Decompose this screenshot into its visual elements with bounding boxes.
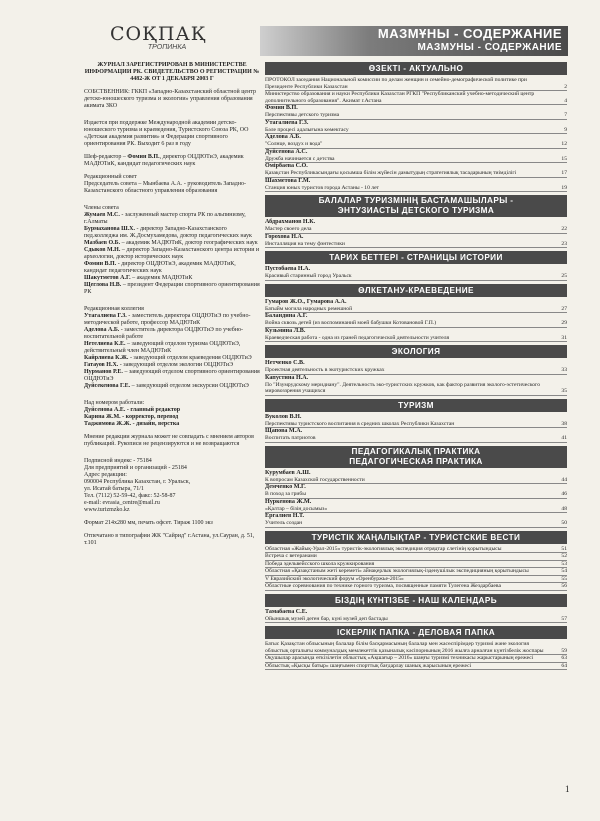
toc-entry xyxy=(265,367,567,375)
section-entries xyxy=(265,299,567,343)
toc-entry xyxy=(265,241,567,249)
person-role: - директор ОЦДЮТиЭ, академик МАДЮТиК, кандидат педагогических наук xyxy=(84,261,236,274)
person-role: – директор Западно-Казахстанского центра истории и археологии, доктор исторических наук xyxy=(84,247,260,260)
logo-subtitle: ТРОПИНКА xyxy=(147,44,187,51)
person-name: Аделова А.Б. xyxy=(84,327,120,333)
entry-page: 4 xyxy=(564,97,567,104)
person-role: – президент Федерации спортивного ориентирования РК xyxy=(84,282,260,295)
entry-page: 17 xyxy=(561,170,567,176)
person-role: - заведующий отделом экологии ОЦДЮТиЭ xyxy=(118,362,234,368)
toc-entry xyxy=(265,185,567,193)
person-name: Нурманов Р.Е. xyxy=(84,369,123,375)
entry-page: 9 xyxy=(564,126,567,133)
section-entries xyxy=(265,609,567,624)
toc-entry xyxy=(265,226,567,234)
toc-section xyxy=(265,594,567,624)
entry-title: Встреча с ветеранами xyxy=(265,553,317,559)
entry-page: 2 xyxy=(564,83,567,90)
contents-header xyxy=(260,26,568,56)
toc-section xyxy=(265,62,567,192)
collegium-member xyxy=(84,313,260,327)
person-role: – заведующий отделом экскурсии ОЦДЮТиЭ xyxy=(130,383,249,389)
entry-title: К вопросам Казахской государственности xyxy=(265,476,365,483)
toc-entry xyxy=(265,583,567,591)
section-entries xyxy=(265,219,567,248)
entry-page: 51 xyxy=(561,545,567,552)
entry-author: Горохова Н.А. xyxy=(265,233,304,240)
collegium-member xyxy=(84,327,260,341)
toc-section xyxy=(265,531,567,591)
registration-note: ЖУРНАЛ ЗАРЕГИСТРИРОВАН В МИНИСТЕРСТВЕ ИНФОРМАЦИИ РК. СВИДЕТЕЛЬСТВО О РЕГИСТРАЦИИ № 4482-Ж ОТ 1 ДЕКАБРЯ 2003 Г xyxy=(84,62,260,82)
entry-title: Мастер своего дела xyxy=(265,226,312,232)
entry-page: 12 xyxy=(561,141,567,147)
entry-author: Пустобаева Н.А. xyxy=(265,266,311,272)
section-title: ЭКОЛОГИЯ xyxy=(391,347,441,356)
person-name: Гатауов Н.Х. xyxy=(84,362,119,368)
entry-title: Министерство образования и науки Республики Казахстан РГКП "Республиканский учебно-методический центр дополнительного образования". Акимат г.Астана xyxy=(265,91,535,104)
entry-title: Ойыншық музей деген бар, күні музей деп бастады xyxy=(265,615,388,622)
section-title: БАЛАЛАР ТУРИЗМІНІҢ БАСТАМАШЫЛАРЫ - xyxy=(318,196,514,205)
collegium-member xyxy=(84,369,260,383)
entry-title: Батыс Қазақстан облысының балалар білім басқармасының балалар мен жасөспірімдер туризмі және экология облыстық орталығы коммуналдық мемлекеттік қазыналық кәсіпорнының 2016 жылға арналған күнтізбелік жоспары xyxy=(265,641,544,654)
person-role: - директор Западно-Казахстанского пед.колледжа им. Ж.Досмухамедова, доктор педагогических наук xyxy=(84,226,252,239)
section-header xyxy=(265,284,567,297)
council-member xyxy=(84,212,260,226)
entry-author: Омірбаева С.О. xyxy=(265,163,308,169)
person-role: – заведующий отделом туризма ОЦДЮТиЭ, действительный член МАДЮТиК xyxy=(84,341,241,354)
entry-page: 23 xyxy=(561,240,567,247)
entry-page: 33 xyxy=(561,367,567,373)
section-entries xyxy=(265,360,567,396)
entry-title: Перспективы туристского воспитания в средних школах Республики Казахстан xyxy=(265,420,455,427)
entry-page: 50 xyxy=(561,520,567,526)
toc-entry xyxy=(265,641,567,655)
toc-section xyxy=(265,251,567,281)
entry-title: Облыстық «Қысқы батыр» шаңғымен спорттық бағдарлау шанық жарысының ережесі xyxy=(265,662,472,669)
toc-section xyxy=(265,195,567,248)
entry-title: Дружба начинается с детства xyxy=(265,155,335,162)
toc-entry xyxy=(265,127,567,135)
header-title-kz: МАЗМҰНЫ - СОДЕРЖАНИЕ xyxy=(377,26,562,41)
section-header xyxy=(265,531,567,544)
section-title: ПЕДАГОГИКАЛЫҚ ПРАКТИКА xyxy=(351,446,481,456)
council-member xyxy=(84,261,260,275)
issue-team-title: Над номером работали: xyxy=(84,400,145,406)
entry-title: Победа эдельвейсского школа кружкирования xyxy=(265,560,375,567)
entry-title: «Қалтар – бізің досымыз» xyxy=(265,505,328,512)
entry-author: Баландина А.Г. xyxy=(265,313,308,319)
toc-entry xyxy=(265,520,567,528)
entry-title: Областная «Қазақстаным жеті кереметі» айнақерлык экологиялық-ізденушілык экспедицияның қорытындысы xyxy=(265,568,529,574)
toc-entry xyxy=(265,477,567,485)
logo-title: СОҚПАҚ xyxy=(110,23,207,45)
address-list xyxy=(84,479,260,514)
toc-entry xyxy=(265,561,567,569)
entry-author: Шахметова Г.М. xyxy=(265,177,311,184)
entry-title: Областные соревнования по технике горного туризма, посвященные памяти Тулегена Жездарбаева xyxy=(265,583,501,589)
entry-title: Оқушылар арасында өткізілетін облыстық «Ақшағыр – 2016» шаңғы туризмі техникасы жарыстарының ережесі xyxy=(265,655,534,661)
disclaimer: Мнение редакции журнала может не совпадать с мнением авторов публикаций. Рукописи не рецензируются и не возвращаются xyxy=(84,434,254,447)
entry-title: V Евразийский экологический форум «Оренбуржье-2015» xyxy=(265,575,404,582)
publisher-note: Издается при поддержке Международной академии детско-юношеского туризма и краеведения, Туристского Союза РК, ОО «Детская академия развития» и Федерации спортивного ориентирования РК. Выходит 6 раз в году xyxy=(84,120,249,147)
chief-editor: Шеф-редактор – Фомин В.П., директор ОЦДЮТиЭ, академик МАДЮТиК, кандидат педагогических наук xyxy=(84,154,244,167)
entry-page: 15 xyxy=(561,155,567,162)
entry-author: Гумаров Ж.О., Гумарова А.А. xyxy=(265,298,347,305)
toc-entry xyxy=(265,421,567,429)
entry-page: 19 xyxy=(561,184,567,191)
page-number: 1 xyxy=(565,784,570,794)
collegium-member xyxy=(84,383,260,390)
entry-author: Аделова А.Б. xyxy=(265,134,301,140)
council-chair: Председатель совета – Мынбаева А.А. - руководитель Западно-Казахстанского областного управления образования xyxy=(84,181,247,194)
collegium-member xyxy=(84,355,260,362)
section-title-alt: ЭНТУЗИАСТЫ ДЕТСКОГО ТУРИЗМА xyxy=(337,206,495,215)
entry-page: 31 xyxy=(561,334,567,341)
council-member xyxy=(84,247,260,261)
entry-page: 55 xyxy=(561,575,567,582)
collegium-title: Редакционная коллегия xyxy=(84,306,144,312)
section-header xyxy=(265,345,567,358)
issue-team-member: Карина Ж.М. - корректор, перевод xyxy=(84,414,179,420)
entry-page: 35 xyxy=(561,388,567,394)
entry-title: Бәле процесі адалығына көмектасу xyxy=(265,126,349,133)
entry-title: Перспективы детского туризма xyxy=(265,112,340,118)
entry-author: Фомин В.П. xyxy=(265,105,298,111)
issue-team-member: Таджимова Ж.Ж. - дизайн, верстка xyxy=(84,421,180,427)
toc-entry xyxy=(265,568,567,576)
entry-author: Демченко М.Г. xyxy=(265,484,306,490)
section-header xyxy=(265,251,567,264)
address-line: Тел. (7112) 52-59-42, факс: 52-58-87 xyxy=(84,493,176,499)
council-member xyxy=(84,240,260,247)
person-name: Кайрлиева К.Ж. xyxy=(84,355,129,361)
toc-entry xyxy=(265,306,567,314)
toc-section xyxy=(265,284,567,343)
entry-title: Проектная деятельность в экотуристских кружках xyxy=(265,367,385,373)
entry-page: 27 xyxy=(561,305,567,312)
collegium-member xyxy=(84,341,260,355)
person-name: Щеглова Н.В. xyxy=(84,282,122,288)
magazine-logo xyxy=(110,23,207,54)
entry-author: Ергалиев Н.Т. xyxy=(265,513,305,519)
person-name: Бурмаханова Ш.Х. xyxy=(84,226,135,232)
entry-title: Станция юных туристов города Астаны - 10 лет xyxy=(265,184,379,191)
council-title: Редакционный совет xyxy=(84,174,137,180)
person-name: Нетелиева К.Е. xyxy=(84,341,126,347)
toc-entry xyxy=(265,576,567,584)
address-line: 090004 Республика Казахстан, г. Уральск, xyxy=(84,479,191,485)
entry-page: 46 xyxy=(561,491,567,497)
toc-entry xyxy=(265,320,567,328)
entry-title: ПРОТОКОЛ заседания Национальной комиссии по делам женщин и семейно-демографической политике при Президенте Республики Казахстан xyxy=(265,77,527,90)
section-title: ТАРИХ БЕТТЕРІ - СТРАНИЦЫ ИСТОРИИ xyxy=(329,253,503,262)
toc-entry xyxy=(265,546,567,554)
person-name: Дуйсекенова Г.Е. xyxy=(84,383,131,389)
section-title: БІЗДІҢ КҮНТІЗБЕ - НАШ КАЛЕНДАРЬ xyxy=(334,595,498,605)
toc-entry xyxy=(265,655,567,663)
section-header xyxy=(265,399,567,412)
person-role: - заведующий отделом краеведения ОЦДЮТиЭ xyxy=(128,355,252,361)
toc-entry xyxy=(265,382,567,396)
entry-author: Кузьмина Л.В. xyxy=(265,327,306,334)
collegium-member xyxy=(84,362,260,369)
entry-author: Щапова М.А. xyxy=(265,428,303,434)
entry-author: Нуркенова Ж.М. xyxy=(265,498,312,505)
entry-page: 54 xyxy=(561,568,567,574)
entry-page: 64 xyxy=(561,662,567,669)
entry-page: 59 xyxy=(561,647,567,654)
person-role: - заместитель директора ОЦДЮТиЭ по учебно-воспитательной работе xyxy=(84,327,244,340)
entry-title: По "Изумрудскому меридиану". Деятельность эко-туристских кружков, как фактор развития эколого-эстетического мировоззрения учащихся xyxy=(265,381,541,394)
section-entries xyxy=(265,414,567,443)
entry-author: Тамабаева С.Е. xyxy=(265,608,308,615)
entry-page: 41 xyxy=(561,435,567,441)
entry-author: Абдрахманов Н.К. xyxy=(265,219,316,225)
entry-author: Утагалиева Г.З. xyxy=(265,119,309,126)
toc-section xyxy=(265,399,567,443)
entry-page: 38 xyxy=(561,420,567,427)
entry-title: Қазақстан Республикасындағы қосымша білім жүйесін дамытудың стратегиялық тасадарының тиімділігі xyxy=(265,170,517,176)
section-title: ІСКЕРЛІК ПАПКА - ДЕЛОВАЯ ПАПКА xyxy=(336,628,496,637)
entry-page: 7 xyxy=(564,112,567,118)
toc-entry xyxy=(265,506,567,514)
toc-entry xyxy=(265,335,567,343)
section-title: ӨЗЕКТІ - АКТУАЛЬНО xyxy=(368,64,464,73)
entry-author: Дуйсенова А.С. xyxy=(265,148,308,155)
section-header xyxy=(265,446,567,468)
address-line: e-mail: evrasia_centre@mail.ru xyxy=(84,500,160,506)
section-title: ТУРИЗМ xyxy=(398,400,434,410)
toc-entry xyxy=(265,435,567,443)
section-header xyxy=(265,62,567,75)
toc-section xyxy=(265,345,567,396)
section-title: ТУРИСТІК ЖАҢАЛЫҚТАР - ТУРИСТСКИЕ ВЕСТИ xyxy=(311,532,521,542)
section-header xyxy=(265,195,567,217)
person-role: – заведующий отделом спортивного ориентирования ОЦДЮТиЭ xyxy=(84,369,260,382)
toc-entry xyxy=(265,491,567,499)
collegium-list xyxy=(84,313,260,390)
section-entries xyxy=(265,266,567,281)
toc-entry xyxy=(265,91,567,105)
entry-page: 22 xyxy=(561,226,567,232)
section-header xyxy=(265,626,567,639)
person-name: Утагалиева Г.З. xyxy=(84,313,127,319)
issue-team-member: Дуйсенова А.Е. - главный редактор xyxy=(84,407,181,413)
section-entries xyxy=(265,77,567,192)
toc-section xyxy=(265,626,567,670)
section-entries xyxy=(265,546,567,591)
person-role: – академик МАДЮТиК xyxy=(130,275,193,281)
section-title-alt: ПЕДАГОГИЧЕСКАЯ ПРАКТИКА xyxy=(349,456,483,466)
entry-page: 29 xyxy=(561,320,567,326)
toc-entry xyxy=(265,141,567,149)
table-of-contents xyxy=(265,62,567,673)
person-role: - заместитель директора ОЦДЮТиЭ по учебно-методической работе, профессор МАДЮТиК xyxy=(84,313,251,326)
person-name: Фомин В.П. xyxy=(84,261,117,267)
entry-page: 57 xyxy=(561,615,567,622)
entry-author: Курумбаев А.Ш. xyxy=(265,469,311,476)
printed-by: Отпечатано в типографии ЖК "Сайрид" г.Астана, ул.Сауран, д. 51, т.101 xyxy=(84,533,255,546)
council-member xyxy=(84,226,260,240)
section-title: ӨЛКЕТАНУ-КРАЕВЕДЕНИЕ xyxy=(358,285,474,295)
subscription-index: Подписной индекс - 75184 xyxy=(84,458,152,464)
entry-page: 44 xyxy=(561,476,567,483)
header-title-ru: МАЗМУНЫ - СОДЕРЖАНИЕ xyxy=(417,42,562,53)
address-title: Адрес редакции: xyxy=(84,472,127,478)
toc-entry xyxy=(265,273,567,281)
entry-author: Вуколов В.Н. xyxy=(265,413,302,420)
entry-title: Батыйм могила народных ремешной xyxy=(265,305,353,312)
entry-page: 63 xyxy=(561,655,567,661)
entry-page: 48 xyxy=(561,505,567,512)
toc-entry xyxy=(265,663,567,671)
address-line: ул. Исатай батыра, 71/1 xyxy=(84,486,144,492)
entry-title: Учитель создан xyxy=(265,520,303,526)
person-name: Сдыков М.Н. xyxy=(84,247,121,253)
toc-entry xyxy=(265,77,567,91)
entry-page: 56 xyxy=(561,583,567,589)
council-member xyxy=(84,282,260,296)
entry-title: "Солнце, воздух и вода" xyxy=(265,141,323,147)
entry-title: Воспитать патриотов xyxy=(265,435,316,441)
entry-title: Областная «Жайық-Урал-2015» туристік-экологиялық экспедиция отрядтар слетінің қорытындысы xyxy=(265,545,502,552)
entry-author: Капустина Н.А. xyxy=(265,374,309,381)
entry-title: Краеведческая работа - одна из граней педагогической деятельности учителя xyxy=(265,334,450,341)
entry-title: Война сквозь детей (из воспоминаний моей бабушки Котовановой Г.П.) xyxy=(265,320,437,326)
subscription-org: Для предприятий и организаций - 25184 xyxy=(84,465,187,471)
address-line: www.turizmzko.kz xyxy=(84,507,130,513)
toc-entry xyxy=(265,112,567,120)
issue-team-list xyxy=(84,407,260,428)
person-name: Жумаев М.С. xyxy=(84,212,120,218)
toc-section xyxy=(265,446,567,528)
entry-page: 25 xyxy=(561,273,567,279)
toc-entry xyxy=(265,156,567,164)
entry-title: Красивый старинный город Уральск xyxy=(265,273,352,279)
members-title: Члены совета xyxy=(84,205,119,211)
person-role: - заслуженный мастер спорта РК по альпинизму, г.Алматы xyxy=(84,212,246,225)
person-role: – академик МАДЮТиК, доктор географических наук xyxy=(120,240,258,246)
section-header xyxy=(265,594,567,607)
council-member xyxy=(84,275,260,282)
imprint-column xyxy=(84,62,260,547)
entry-page: 53 xyxy=(561,560,567,567)
members-list xyxy=(84,212,260,296)
person-name: Мазбаев О.Б. xyxy=(84,240,121,246)
entry-page: 52 xyxy=(561,553,567,559)
entry-title: В поход за грибы xyxy=(265,491,307,497)
toc-entry xyxy=(265,553,567,561)
person-name: Шакутметов А.Г. xyxy=(84,275,131,281)
entry-title: Инсталляция на тему фэнтестики xyxy=(265,240,345,247)
section-entries xyxy=(265,641,567,670)
owner-note: СОБСТВЕННИК: ГККП «Западно-Казахстанский областной центр детско-юношеского туризма и экологии» управления образования акимата ЗКО xyxy=(84,89,256,109)
print-format: Формат 214х280 мм, печать офсет. Тираж 1100 экз xyxy=(84,520,213,526)
toc-entry xyxy=(265,170,567,178)
toc-entry xyxy=(265,616,567,624)
entry-author: Нетченко С.В. xyxy=(265,360,305,366)
section-entries xyxy=(265,470,567,528)
